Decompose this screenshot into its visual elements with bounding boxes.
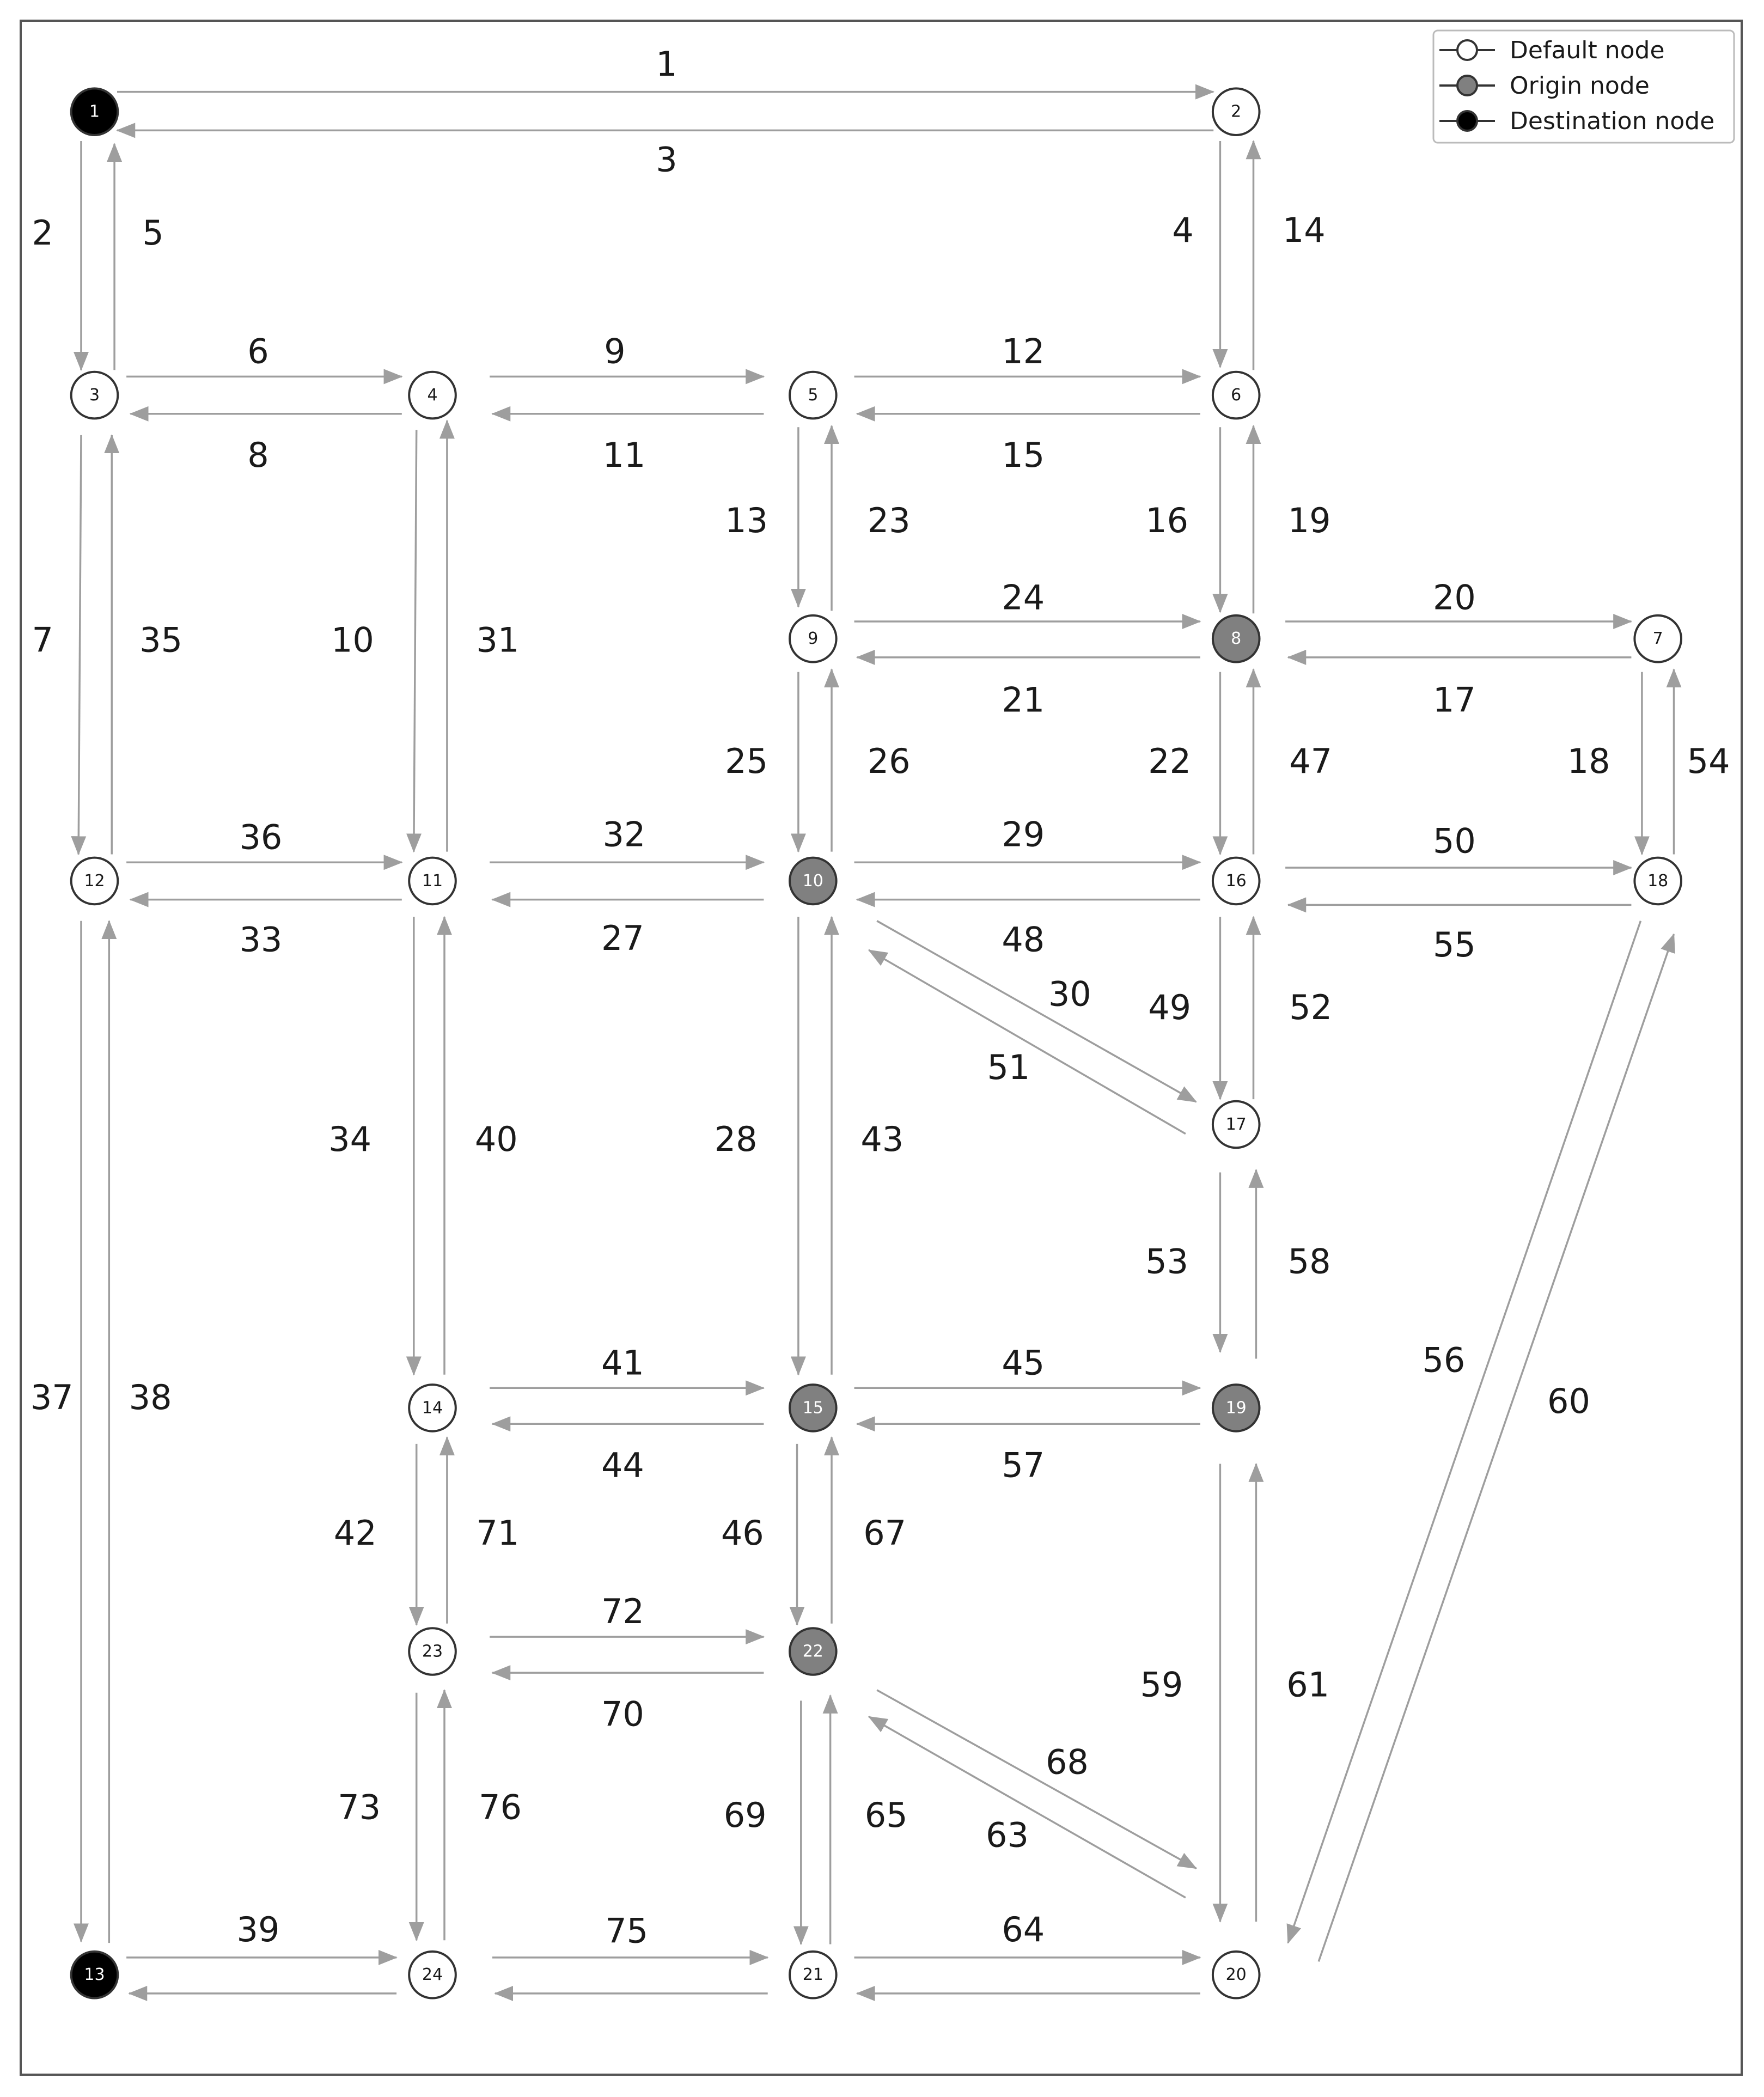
node-label: 7: [1652, 629, 1663, 649]
edge-label: 48: [1002, 919, 1045, 960]
edge-label: 41: [601, 1343, 644, 1383]
edge-label: 31: [476, 620, 520, 660]
edge-59: [1140, 1464, 1220, 1922]
node-label: 2: [1231, 102, 1242, 121]
edge-20: [1285, 578, 1631, 622]
edge-arrow: [78, 435, 81, 855]
edge-label: 18: [1567, 741, 1610, 781]
edge-75: [492, 1911, 768, 1958]
edge-71: [447, 1437, 519, 1624]
edge-9: [490, 332, 764, 377]
edge-35: [112, 435, 182, 855]
legend-label-destination: Destination node: [1510, 107, 1715, 135]
legend-marker-default: [1457, 40, 1477, 60]
node-14: [409, 1385, 456, 1431]
edge-label: 57: [1002, 1445, 1045, 1485]
node-label: 15: [802, 1398, 823, 1418]
edge-label: 21: [1002, 680, 1045, 720]
edge-label: 36: [239, 817, 283, 857]
edge-39: [126, 1910, 396, 1958]
edge-label: 9: [604, 331, 626, 371]
node-label: 22: [802, 1642, 823, 1661]
node-4: [409, 372, 456, 419]
edge-label: 33: [239, 919, 283, 960]
edge-label: 29: [1002, 814, 1045, 855]
node-6: [1213, 372, 1260, 419]
edge-29: [854, 814, 1200, 862]
node-22: [790, 1628, 837, 1675]
edge-label: 7: [32, 620, 53, 660]
edge-label: 37: [30, 1377, 74, 1417]
node-5: [790, 372, 837, 419]
edge-label: 55: [1432, 925, 1476, 965]
node-label: 3: [89, 386, 100, 405]
node-label: 20: [1225, 1965, 1247, 1985]
edge-label: 17: [1432, 680, 1476, 720]
edge-17: [1288, 657, 1631, 720]
edge-label: 44: [601, 1445, 644, 1485]
node-7: [1634, 615, 1681, 662]
edge-57: [857, 1424, 1200, 1485]
edge-label: 50: [1432, 821, 1476, 861]
node-3: [71, 372, 118, 419]
edge-label: 40: [474, 1119, 518, 1159]
edge-16: [1145, 427, 1220, 612]
edge-label: 52: [1289, 987, 1333, 1027]
edge-label: 70: [601, 1694, 644, 1734]
node-label: 17: [1225, 1115, 1247, 1134]
node-label: 4: [427, 386, 438, 405]
edge-label: 65: [864, 1795, 908, 1835]
node-label: 12: [84, 871, 105, 891]
node-9: [790, 615, 837, 662]
edge-label: 8: [247, 435, 269, 476]
edge-label: 68: [1045, 1742, 1089, 1782]
edge-label: 26: [867, 741, 911, 781]
edge-label: 19: [1287, 500, 1331, 540]
edge-73: [338, 1693, 416, 1940]
edge-3: [117, 130, 1213, 179]
edge-55: [1288, 905, 1631, 965]
edge-67: [832, 1437, 906, 1624]
node-8: [1213, 615, 1260, 662]
edge-14: [1254, 141, 1326, 370]
edge-arrow: [1319, 934, 1674, 1961]
edge-label: 76: [479, 1787, 522, 1827]
node-label: 18: [1647, 871, 1669, 891]
edge-label: 20: [1432, 577, 1476, 618]
edge-label: 14: [1282, 210, 1326, 251]
edge-15: [857, 414, 1200, 475]
node-15: [790, 1385, 837, 1431]
edge-label: 46: [721, 1513, 764, 1553]
node-label: 21: [802, 1965, 823, 1985]
edge-label: 3: [656, 139, 677, 180]
edge-label: 32: [602, 814, 646, 855]
edge-44: [492, 1424, 764, 1485]
node-label: 23: [422, 1642, 443, 1661]
legend-marker-origin: [1457, 76, 1477, 95]
edge-label: 49: [1148, 987, 1192, 1027]
edge-36: [126, 817, 402, 862]
node-16: [1213, 858, 1260, 905]
edge-label: 22: [1148, 741, 1192, 781]
node-label: 8: [1231, 629, 1242, 649]
edge-2: [32, 141, 81, 370]
nodes-layer: [71, 88, 1681, 1998]
edge-arrow: [869, 1717, 1185, 1898]
edge-21: [857, 657, 1200, 720]
edge-26: [832, 669, 911, 852]
edge-6: [126, 332, 402, 377]
edge-label: 69: [723, 1795, 767, 1835]
node-10: [790, 858, 837, 905]
edge-label: 30: [1048, 974, 1091, 1014]
node-label: 11: [422, 871, 443, 891]
edge-label: 58: [1287, 1241, 1331, 1282]
node-label: 24: [422, 1965, 443, 1985]
node-label: 19: [1225, 1398, 1247, 1418]
edge-69: [724, 1700, 801, 1944]
edge-label: 24: [1002, 577, 1045, 618]
node-13: [71, 1952, 118, 1998]
edge-45: [854, 1343, 1200, 1388]
edge-label: 61: [1286, 1665, 1330, 1705]
legend-label-origin: Origin node: [1510, 72, 1650, 100]
edge-38: [109, 921, 172, 1943]
edge-label: 25: [725, 741, 768, 781]
legend: [1433, 31, 1734, 143]
edge-70: [492, 1673, 764, 1734]
edges-layer: [30, 44, 1730, 1994]
edge-label: 45: [1002, 1343, 1045, 1383]
edge-label: 10: [331, 620, 374, 660]
edge-33: [130, 900, 401, 960]
edge-42: [334, 1444, 417, 1625]
node-label: 13: [84, 1965, 105, 1985]
node-label: 14: [422, 1398, 443, 1418]
edge-68: [877, 1690, 1196, 1868]
edge-64: [854, 1910, 1200, 1958]
node-label: 9: [808, 629, 819, 649]
legend-marker-destination: [1457, 111, 1477, 131]
edge-47: [1254, 669, 1333, 855]
edge-51: [869, 950, 1185, 1133]
edge-24: [854, 578, 1200, 622]
edge-49: [1148, 917, 1220, 1099]
edge-label: 63: [986, 1815, 1029, 1855]
node-2: [1213, 88, 1260, 135]
edge-31: [447, 420, 519, 852]
edge-label: 34: [328, 1119, 372, 1159]
edge-18: [1567, 672, 1642, 855]
edge-23: [832, 426, 911, 611]
edge-label: 51: [987, 1047, 1030, 1087]
edge-label: 15: [1002, 435, 1045, 476]
edge-11: [492, 414, 764, 475]
edge-label: 4: [1172, 210, 1194, 251]
edge-label: 47: [1289, 741, 1333, 781]
edge-label: 39: [236, 1910, 280, 1950]
legend-item-origin: [1439, 72, 1650, 100]
edge-label: 6: [247, 331, 269, 371]
edge-58: [1256, 1170, 1330, 1359]
edge-label: 75: [605, 1911, 649, 1951]
edge-label: 35: [139, 620, 183, 660]
edge-5: [114, 144, 164, 370]
edge-7: [32, 435, 81, 855]
edge-label: 23: [867, 500, 911, 540]
edge-label: 27: [601, 918, 644, 958]
edge-37: [30, 921, 81, 1942]
node-1: [71, 88, 118, 135]
node-21: [790, 1952, 837, 1998]
edge-60: [1319, 934, 1674, 1961]
edge-41: [490, 1343, 764, 1388]
edge-label: 5: [142, 213, 164, 253]
edge-32: [490, 814, 764, 862]
edge-label: 64: [1002, 1910, 1045, 1950]
node-label: 1: [89, 102, 100, 121]
edge-46: [721, 1444, 797, 1625]
node-label: 16: [1225, 871, 1247, 891]
edge-label: 53: [1145, 1241, 1189, 1282]
edge-label: 54: [1687, 741, 1730, 781]
node-20: [1213, 1952, 1260, 1998]
edge-19: [1254, 426, 1331, 614]
edge-4: [1172, 141, 1220, 367]
node-label: 10: [802, 871, 823, 891]
edge-25: [725, 672, 798, 852]
edge-10: [331, 430, 417, 851]
edge-43: [832, 917, 904, 1374]
edge-48: [857, 900, 1200, 960]
edge-label: 12: [1002, 331, 1045, 371]
edge-label: 43: [860, 1119, 904, 1159]
edge-label: 1: [656, 44, 677, 84]
edge-1: [117, 44, 1213, 92]
edge-76: [444, 1690, 522, 1940]
edge-50: [1285, 821, 1631, 868]
edge-label: 59: [1140, 1665, 1183, 1705]
edge-53: [1145, 1173, 1220, 1352]
edge-34: [328, 917, 414, 1374]
edge-label: 28: [714, 1119, 758, 1159]
edge-12: [854, 332, 1200, 377]
edge-label: 73: [338, 1787, 381, 1827]
edge-label: 42: [333, 1513, 377, 1553]
edge-label: 67: [863, 1513, 907, 1553]
edge-8: [130, 414, 401, 475]
edge-arrow: [869, 950, 1185, 1133]
node-label: 6: [1231, 386, 1242, 405]
edge-label: 38: [129, 1377, 172, 1417]
edge-27: [492, 900, 764, 958]
edge-label: 11: [602, 435, 646, 476]
edge-40: [444, 917, 518, 1374]
node-label: 5: [808, 386, 819, 405]
edge-56: [1288, 921, 1641, 1943]
edge-label: 16: [1145, 500, 1189, 540]
node-19: [1213, 1385, 1260, 1431]
edge-label: 72: [601, 1592, 644, 1632]
node-12: [71, 858, 118, 905]
node-18: [1634, 858, 1681, 905]
node-11: [409, 858, 456, 905]
edge-label: 60: [1547, 1381, 1590, 1422]
edge-54: [1674, 669, 1730, 855]
edge-label: 71: [476, 1513, 520, 1553]
node-23: [409, 1628, 456, 1675]
edge-arrow: [414, 430, 417, 851]
edge-22: [1148, 672, 1220, 855]
edge-arrow: [877, 1690, 1196, 1868]
edge-label: 13: [725, 500, 768, 540]
node-24: [409, 1952, 456, 1998]
edge-label: 56: [1422, 1340, 1466, 1380]
edge-13: [725, 427, 798, 607]
node-17: [1213, 1101, 1260, 1148]
edge-label: 2: [32, 213, 53, 253]
edge-63: [869, 1717, 1185, 1898]
legend-label-default: Default node: [1510, 36, 1665, 64]
edge-52: [1254, 917, 1333, 1099]
edge-arrow: [1288, 921, 1641, 1943]
edge-72: [490, 1592, 764, 1637]
edge-28: [715, 917, 798, 1374]
